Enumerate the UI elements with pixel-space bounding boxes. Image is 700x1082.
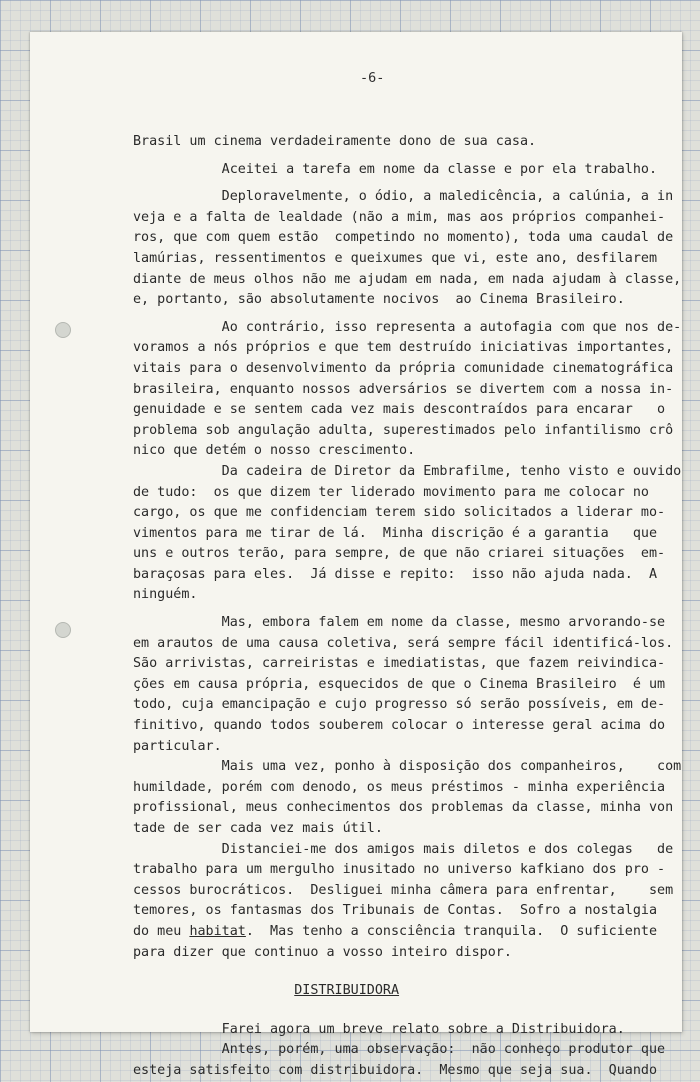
text-line: em arautos de uma causa coletiva, será sempre fácil identificá-los. <box>133 635 674 651</box>
text-line: Farei agora um breve relato sobre a Distribuidora. <box>133 1021 625 1037</box>
text-line: Antes, porém, uma observação: não conheço produtor que <box>133 1042 666 1058</box>
text-line: vitais para o desenvolvimento da própria comunidade cinematográfica <box>133 360 674 376</box>
text-line: Brasil um cinema verdadeiramente dono de sua casa. <box>133 134 537 149</box>
text-line: profissional, meus conhecimentos dos problemas da classe, minha von <box>133 800 674 816</box>
text-line: ninguém. <box>133 587 198 603</box>
text-line: Aceitei a tarefa em nome da classe e por ela trabalho. <box>133 161 658 177</box>
text-line: vimentos para me tirar de lá. Minha discrição é a garantia que <box>133 525 658 541</box>
text-line: Deploravelmente, o ódio, a maledicência, a calúnia, a in <box>133 189 674 205</box>
text-line: finitivo, quando todos souberem colocar o interesse geral acima do <box>133 718 666 734</box>
text-line: Mas, embora falem em nome da classe, mesmo arvorando-se <box>133 615 666 631</box>
text-line: nico que detém o nosso crescimento. <box>133 443 416 459</box>
text-line: e, portanto, são absolutamente nocivos ao Cinema Brasileiro. <box>133 292 625 308</box>
text-line: cargo, os que me confidenciam terem sido solicitados a liderar mo- <box>133 505 666 521</box>
punch-hole <box>55 622 71 638</box>
section-heading <box>133 981 663 1002</box>
document-sheet <box>30 32 682 1078</box>
text-line: esteja satisfeito com distribuidora. Mesmo que seja sua. Quando <box>133 1062 658 1078</box>
text-line: uns e outros terão, para sempre, de que não criarei situações em- <box>133 546 666 562</box>
text-line: de tudo: os que dizem ter liderado movimento para me colocar no <box>133 484 649 500</box>
text-line: Ao contrário, isso representa a autofagia com que nos de- <box>133 319 682 335</box>
text-line: voramos a nós próprios e que tem destruído iniciativas importantes, <box>133 340 674 356</box>
text-line: ções em causa própria, esquecidos de que o Cinema Brasileiro é um <box>133 676 666 692</box>
punch-hole <box>55 322 71 338</box>
text-line: trabalho para um mergulho inusitado no universo kafkiano dos pro - <box>133 862 666 878</box>
text-line: brasileira, enquanto nossos adversários se divertem com a nossa in- <box>133 381 674 397</box>
text-line: lamúrias, ressentimentos e queixumes que vi, este ano, desfilarem <box>133 250 658 266</box>
text-line: humildade, porém com denodo, os meus préstimos - minha experiência <box>133 779 666 795</box>
text-line: do meu habitat. Mas tenho a consciência tranquila. O suficiente <box>133 923 658 939</box>
text-line: particular. <box>133 738 222 754</box>
text-line: diante de meus olhos não me ajudam em nada, em nada ajudam à classe, <box>133 271 682 287</box>
text-line: temores, os fantasmas dos Tribunais de Contas. Sofro a nostalgia <box>133 903 658 919</box>
text-line: São arrivistas, carreiristas e imediatistas, que fazem reivindica- <box>133 656 666 672</box>
body-text <box>133 132 682 1082</box>
text-line: todo, cuja emancipação e cujo progresso só serão possíveis, em de- <box>133 697 666 713</box>
text-line: para dizer que continuo a vosso inteiro dispor. <box>133 944 512 960</box>
section-heading-title: DISTRIBUIDORA <box>294 983 400 999</box>
underlined-word: habitat <box>189 923 246 939</box>
text-line: Mais uma vez, ponho à disposição dos companheiros, com <box>133 759 682 775</box>
text-line: genuidade e se sentem cada vez mais descontraídos para encarar o <box>133 402 666 418</box>
text-line: Da cadeira de Diretor da Embrafilme, tenho visto e ouvido <box>133 463 682 479</box>
text-line: veja e a falta de lealdade (não a mim, mas aos próprios companhei- <box>133 209 666 225</box>
text-line: Distanciei-me dos amigos mais diletos e dos colegas de <box>133 841 674 857</box>
text-line: cessos burocráticos. Desliguei minha câmera para enfrentar, sem <box>133 882 674 898</box>
text-line: ros, que com quem estão competindo no momento), toda uma caudal de <box>133 230 674 246</box>
text-line: baraçosas para eles. Já disse e repito: isso não ajuda nada. A <box>133 566 658 582</box>
text-line: tade de ser cada vez mais útil. <box>133 821 383 836</box>
text-line: problema sob angulação adulta, superestimados pelo infantilismo crô <box>133 422 674 438</box>
page-number: -6- <box>360 70 385 86</box>
